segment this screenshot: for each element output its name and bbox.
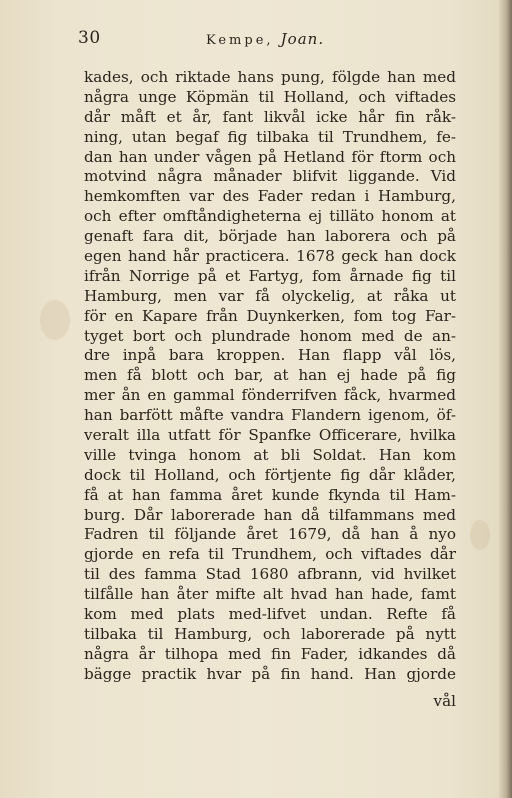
text-line: tilfålle han åter mifte alt hvad han hade, famt: [84, 585, 456, 604]
page-header: [78, 28, 458, 50]
text-line: mer ån en gammal fönderrifven fåck, hvarmed: [84, 386, 456, 405]
text-line: tyget bort och plundrade honom med de an-: [84, 326, 456, 345]
text-line: några år tilhopa med fin Fader, idkandes då: [84, 644, 456, 663]
text-line: motvind några månader blifvit liggande. Vid: [84, 167, 456, 186]
catchword: vål: [433, 692, 456, 710]
text-line: kades, och riktade hans pung, fölgde han med: [84, 68, 456, 86]
text-line: ifrån Norrige på et Fartyg, fom årnade fig til: [84, 266, 456, 285]
text-line: dår måft et år, fant likvål icke hår fin råk-: [84, 107, 456, 126]
text-line: gjorde en refa til Trundhem, och viftades dår: [84, 545, 456, 564]
text-line: få at han famma året kunde fkynda til Ham-: [84, 485, 456, 504]
page-number: 30: [78, 28, 101, 48]
text-line: men få blott och bar, at han ej hade på fig: [84, 366, 456, 385]
text-line: han barfött måfte vandra Flandern igenom, öf-: [84, 406, 456, 425]
page-edge-shadow: [498, 0, 512, 798]
text-line: tilbaka til Hamburg, och laborerade på nytt: [84, 624, 456, 643]
text-line: och efter omftåndigheterna ej tilläto honom at: [84, 207, 456, 226]
text-line: för en Kapare från Duynkerken, fom tog Far-: [84, 306, 456, 325]
running-title-name: Kempe,: [206, 33, 274, 48]
paper-stain: [40, 300, 70, 340]
text-line: til des famma Stad 1680 afbrann, vid hvilket: [84, 565, 456, 584]
text-line: ning, utan begaf fig tilbaka til Trundhem, fe-: [84, 127, 456, 146]
text-line: Fadren til följande året 1679, då han å nyo: [84, 525, 456, 544]
text-line: kom med plats med-lifvet undan. Refte få: [84, 605, 456, 624]
text-line: dock til Holland, och förtjente fig dår klåder,: [84, 465, 456, 484]
text-line: några unge Köpmän til Holland, och viftades: [84, 87, 456, 106]
text-line: dan han under vågen på Hetland för ftorm och: [84, 147, 456, 166]
text-line: Hamburg, men var få olyckelig, at råka ut: [84, 286, 456, 305]
text-line: dre inpå bara kroppen. Han flapp vål lös,: [84, 346, 456, 365]
text-line: burg. Dår laborerade han då tilfammans med: [84, 505, 456, 524]
text-line: veralt illa utfatt för Spanfke Officerare, hvilka: [84, 426, 456, 445]
text-line: hemkomften var des Fader redan i Hamburg,: [84, 187, 456, 206]
running-title: [206, 30, 324, 48]
text-line: ville tvinga honom at bli Soldat. Han kom: [84, 445, 456, 464]
text-line: egen hand hår practicera. 1678 geck han dock: [84, 247, 456, 266]
running-title-given-name: Joan.: [280, 30, 325, 48]
text-line: bägge practik hvar på fin hand. Han gjorde: [84, 664, 456, 683]
text-line: genaft fara dit, började han laborera och på: [84, 227, 456, 246]
paper-stain: [470, 520, 490, 550]
body-text: [84, 68, 456, 685]
